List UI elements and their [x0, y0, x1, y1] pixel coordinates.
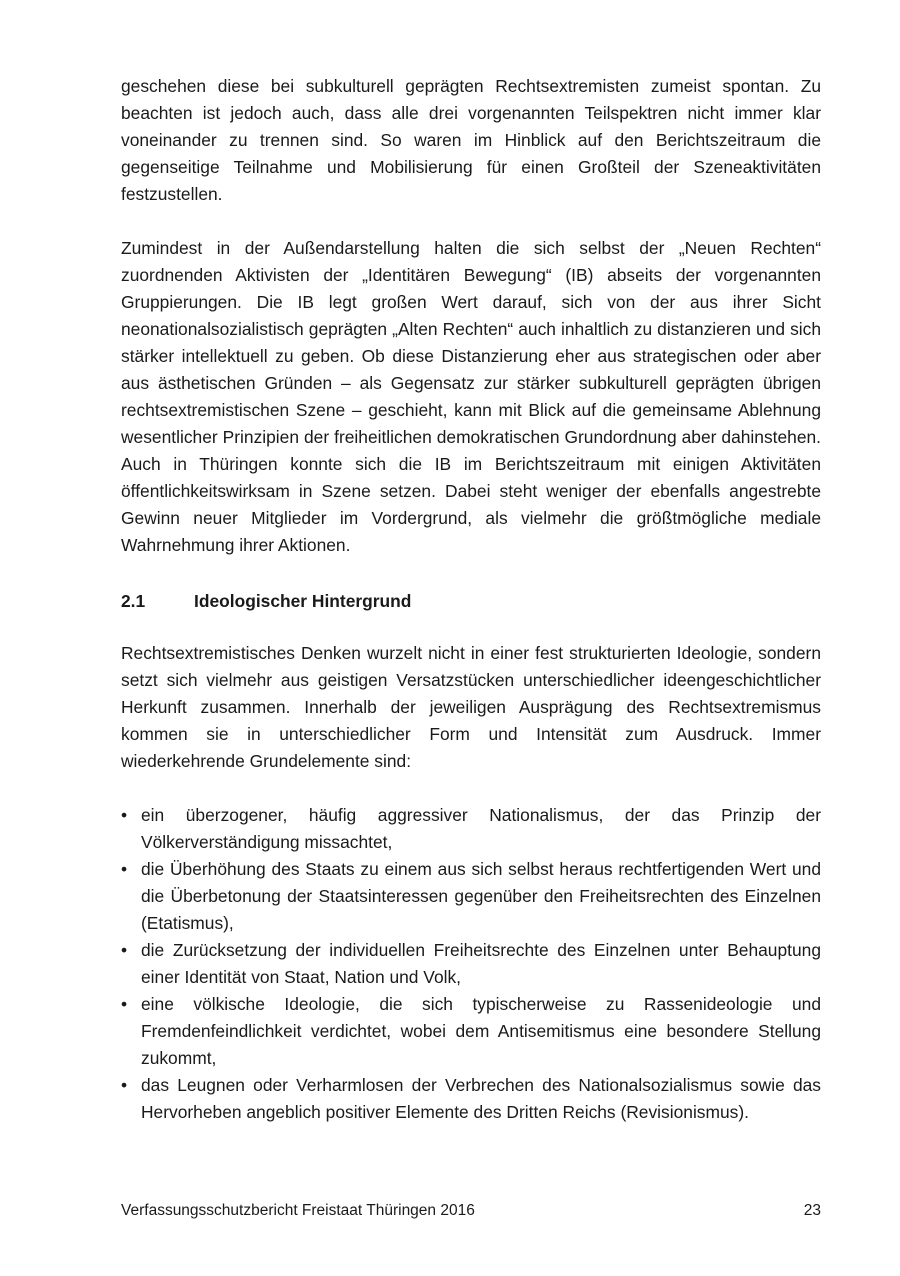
paragraph-identitaere-bewegung: Zumindest in der Außendarstellung halten die sich selbst der „Neuen Rechten“ zuordnenden Aktivisten der „Identitären Bewegung“ (IB) abseits der vorgenannten Gruppierungen. Die IB legt großen Wert darauf, sich von der aus ihrer Sicht neonationalsozialistisch geprägten „Alten Rechten“ auch inhaltlich zu distanzieren und sich stärker intellektuell zu geben. Ob diese Distanzierung eher aus strategischen oder aber aus ästhetischen Gründen – als Gegensatz zur stärker subkulturell geprägten übrigen rechtsextremistischen Szene – geschieht, kann mit Blick auf die gemeinsame Ablehnung wesentlicher Prinzipien der freiheitlichen demokratischen Grundordnung aber dahinstehen. Auch in Thüringen konnte sich die IB im Berichtszeitraum mit einigen Aktivitäten öffentlichkeitswirksam in Szene setzen. Dabei steht weniger der ebenfalls angestrebte Gewinn neuer Mitglieder im Vordergrund, als vielmehr die größtmögliche mediale Wahrnehmung ihrer Aktionen. [121, 238, 821, 555]
bullet-icon: • [121, 940, 128, 960]
section-title: Ideologischer Hintergrund [194, 591, 412, 611]
list-item [121, 802, 821, 856]
bullet-icon: • [121, 1075, 128, 1095]
list-item [121, 1072, 821, 1126]
list-item [121, 856, 821, 937]
bullet-icon: • [121, 805, 128, 825]
paragraph-continuation: geschehen diese bei subkulturell geprägten Rechtsextremisten zumeist spontan. Zu beachten ist jedoch auch, dass alle drei vorgenannten Teilspektren nicht immer klar voneinander zu trennen sind. So waren im Hinblick auf den Berichtszeitraum die gegenseitige Teilnahme und Mobilisierung für einen Großteil der Szeneaktivitäten festzustellen. [121, 76, 821, 204]
section-intro: Rechtsextremistisches Denken wurzelt nicht in einer fest strukturierten Ideologie, sondern setzt sich vielmehr aus geistigen Versatzstücken unterschiedlicher ideengeschichtlicher Herkunft zusammen. Innerhalb der jeweiligen Ausprägung des Rechtsextremismus kommen sie in unterschiedlicher Form und Intensität zum Ausdruck. Immer wiederkehrende Grundelemente sind: [121, 643, 821, 771]
footer-publication: Verfassungsschutzbericht Freistaat Thüringen 2016 [121, 1202, 475, 1219]
section-number: 2.1 [121, 591, 146, 611]
section-heading [121, 588, 821, 615]
list-item [121, 991, 821, 1072]
bullet-icon: • [121, 994, 128, 1014]
list-item-text: eine völkische Ideologie, die sich typischerweise zu Rassenideologie und Fremdenfeindlichkeit verdichtet, wobei dem Antisemitismus eine besondere Stellung zukommt, [141, 994, 821, 1068]
list-item-text: das Leugnen oder Verharmlosen der Verbrechen des Nationalsozialismus sowie das Hervorheben angeblich positiver Elemente des Dritten Reichs (Revisionismus). [141, 1075, 821, 1122]
page-number: 23 [803, 1202, 821, 1219]
bullet-icon: • [121, 859, 128, 879]
page-footer [121, 1202, 821, 1220]
page-content [121, 73, 821, 1126]
list-item-text: die Überhöhung des Staats zu einem aus sich selbst heraus rechtfertigenden Wert und die Überbetonung der Staatsinteressen gegenüber den Freiheitsrechten des Einzelnen (Etatismus), [141, 859, 821, 933]
list-item-text: die Zurücksetzung der individuellen Freiheitsrechte des Einzelnen unter Behauptung einer Identität von Staat, Nation und Volk, [141, 940, 821, 987]
list-item-text: ein überzogener, häufig aggressiver Nationalismus, der das Prinzip der Völkerverständigung missachtet, [141, 805, 821, 852]
bullet-list [121, 802, 821, 1126]
list-item [121, 937, 821, 991]
